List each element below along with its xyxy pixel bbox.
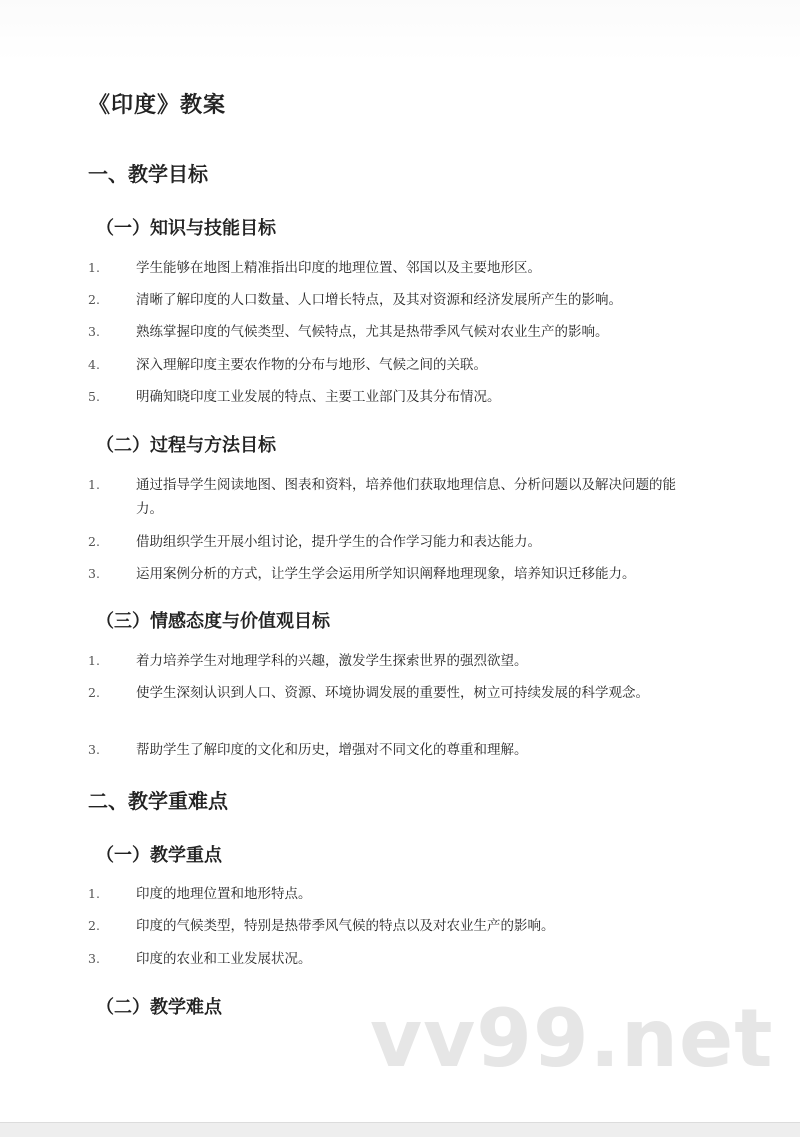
list-item (88, 562, 698, 586)
list-number: 1. (88, 477, 100, 492)
list-text: 着力培养学生对地理学科的兴趣，激发学生探索世界的强烈欲望。 (136, 653, 528, 669)
list-item (88, 914, 698, 938)
list-number: 2. (88, 918, 100, 933)
list-text: 学生能够在地图上精准指出印度的地理位置、邻国以及主要地形区。 (136, 260, 541, 276)
list-item (88, 530, 698, 554)
list-text: 深入理解印度主要农作物的分布与地形、气候之间的关联。 (136, 357, 487, 373)
list-text: 使学生深刻认识到人口、资源、环境协调发展的重要性，树立可持续发展的科学观念。 (136, 685, 649, 701)
list-number: 1. (88, 653, 100, 668)
subsection-heading-knowledge: （一）知识与技能目标 (96, 218, 276, 239)
list-number: 3. (88, 742, 100, 757)
list-text: 运用案例分析的方式，让学生学会运用所学知识阐释地理现象，培养知识迁移能力。 (136, 566, 636, 582)
list-item (88, 288, 698, 312)
list-number: 3. (88, 951, 100, 966)
list-number: 2. (88, 534, 100, 549)
list-number: 3. (88, 566, 100, 581)
list-number: 1. (88, 886, 100, 901)
list-text: 印度的农业和工业发展状况。 (136, 951, 312, 967)
subsection-heading-focus: （一）教学重点 (96, 845, 222, 866)
list-text: 通过指导学生阅读地图、图表和资料，培养他们获取地理信息、分析问题以及解决问题的能力。 (136, 477, 676, 517)
subsection-heading-process: （二）过程与方法目标 (96, 435, 276, 456)
watermark: vv99.net (370, 992, 774, 1085)
list-item (88, 738, 698, 762)
list-number: 2. (88, 685, 100, 700)
list-number: 5. (88, 389, 100, 404)
list-number: 4. (88, 357, 100, 372)
list-item (88, 473, 698, 521)
list-number: 3. (88, 324, 100, 339)
list-item (88, 681, 698, 705)
list-number: 1. (88, 260, 100, 275)
list-item (88, 649, 698, 673)
list-text: 帮助学生了解印度的文化和历史，增强对不同文化的尊重和理解。 (136, 742, 528, 758)
list-text: 清晰了解印度的人口数量、人口增长特点，及其对资源和经济发展所产生的影响。 (136, 292, 622, 308)
list-text: 印度的地理位置和地形特点。 (136, 886, 312, 902)
section-heading-key-points: 二、教学重难点 (88, 789, 228, 813)
list-item (88, 882, 698, 906)
list-item (88, 385, 698, 409)
list-text: 熟练掌握印度的气候类型、气候特点，尤其是热带季风气候对农业生产的影响。 (136, 324, 609, 340)
list-item (88, 256, 698, 280)
document-title: 《印度》教案 (88, 93, 227, 118)
list-text: 印度的气候类型，特别是热带季风气候的特点以及对农业生产的影响。 (136, 918, 555, 934)
subsection-heading-values: （三）情感态度与价值观目标 (96, 611, 330, 632)
list-item (88, 320, 698, 344)
page-gap (0, 1123, 800, 1137)
list-text: 明确知晓印度工业发展的特点、主要工业部门及其分布情况。 (136, 389, 501, 405)
list-item (88, 353, 698, 377)
subsection-heading-difficulty: （二）教学难点 (96, 997, 222, 1018)
list-number: 2. (88, 292, 100, 307)
section-heading-goals: 一、教学目标 (88, 162, 208, 186)
list-item (88, 947, 698, 971)
list-text: 借助组织学生开展小组讨论，提升学生的合作学习能力和表达能力。 (136, 534, 541, 550)
